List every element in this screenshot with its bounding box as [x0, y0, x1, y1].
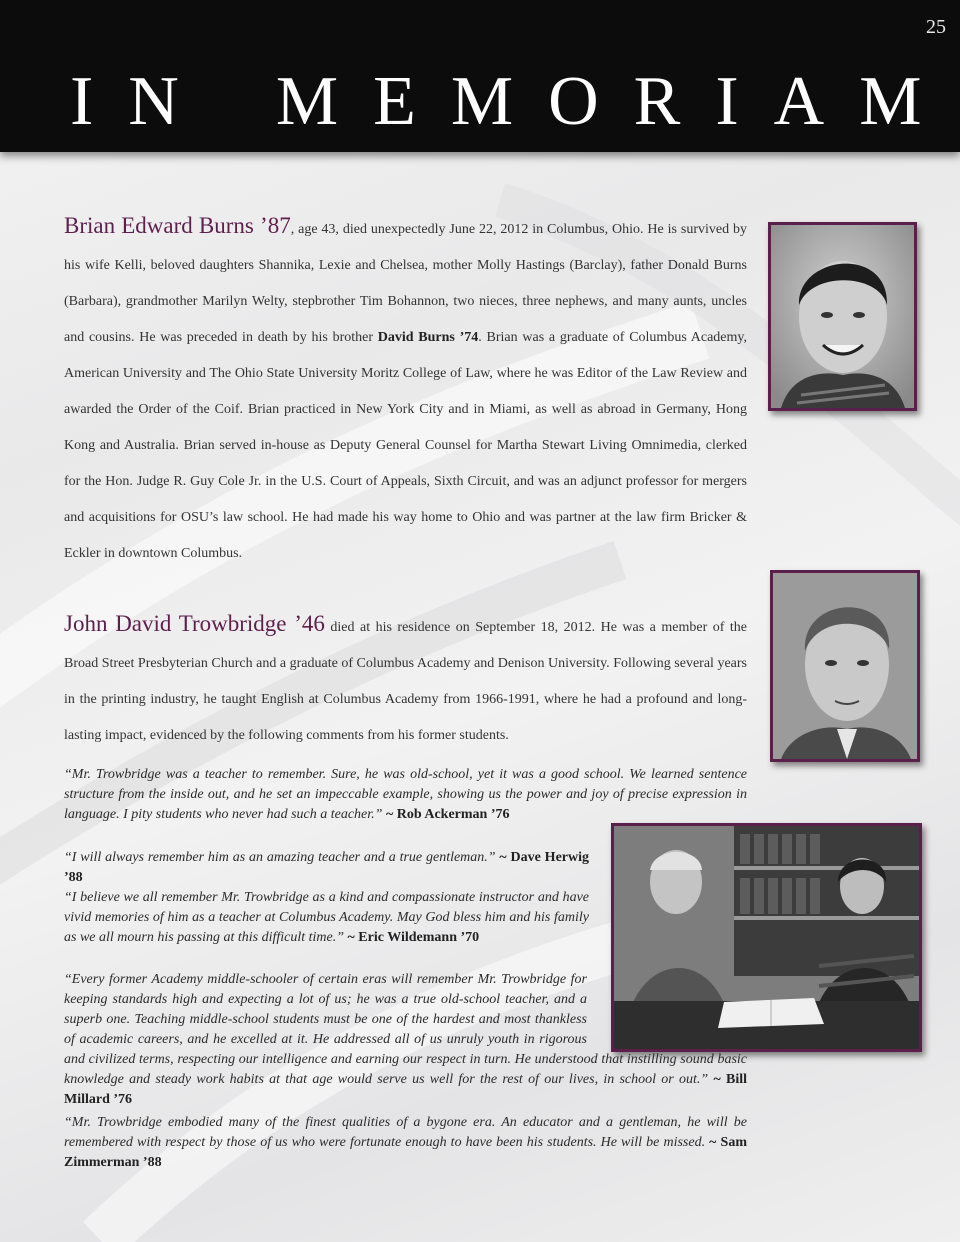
- obituary-text-burns-b: . Brian was a graduate of Columbus Academy, American University and The Ohio State University Moritz College of Law, where he was Editor of the Law Review and awarded the Order of the Coif. Brian practiced in New York City and in Miami, as well as abroad in Germany, Hong Kong and Australia. Brian served in-house as Deputy General Counsel for Martha Stewart Living Omnimedia, clerked for the Hon. Judge R. Guy Cole Jr. in the U.S. Court of Appeals, Sixth Circuit, and was an adjunct professor for mergers and acquisitions for OSU’s law school. He had made his way home to Ohio and was partner at the law firm Bricker & Eckler in downtown Columbus.: [64, 330, 747, 561]
- page-number: 25: [926, 16, 946, 38]
- quote-signature: ~ Eric Wildemann ’70: [347, 930, 480, 945]
- title-part-in: IN: [70, 63, 214, 140]
- obituary-name-burns: Brian Edward Burns ’87: [64, 213, 291, 238]
- quote-signature: ~ Dave Herwig ’88: [64, 850, 590, 885]
- quote-signature: ~ Sam Zimmerman ’88: [64, 1135, 747, 1170]
- quote-signature: ~ Rob Ackerman ’76: [385, 807, 510, 822]
- quote-text: “I believe we all remember Mr. Trowbridge as a kind and compassionate instructor and have vivid memories of him as a teacher at Columbus Academy. May God bless him and his family as we all mourn his passing at this difficult time.”: [64, 890, 589, 945]
- portrait-photo-burns: [768, 222, 917, 411]
- quote-signature: ~ Bill Millard ’76: [64, 1072, 747, 1107]
- portrait-photo-trowbridge: [770, 570, 920, 762]
- obituary-text-burns-a: , age 43, died unexpectedly June 22, 2012 in Columbus, Ohio. He is survived by his wife Kelli, beloved daughters Shannika, Lexie and Chelsea, mother Molly Hastings (Barclay), father Donald Burns (Barbara), grandmother Marilyn Welty, stepbrother Tim Bohannon, two nieces, three nephews, and many aunts, uncles and cousins. He was preceded in death by his brother: [64, 222, 747, 345]
- page-title: [70, 62, 957, 142]
- obituary-burns: [64, 208, 747, 572]
- quote-zimmerman: [64, 1113, 747, 1173]
- title-part-memoriam: MEMORIAM: [275, 63, 957, 140]
- portrait-image: [773, 573, 917, 759]
- portrait-image: [771, 225, 914, 408]
- obituary-name-trowbridge: John David Trowbridge ’46: [64, 611, 325, 636]
- page-header: [0, 0, 960, 152]
- quote-wildemann: [64, 888, 589, 948]
- quote-millard: [64, 970, 747, 1110]
- quote-text: “Mr. Trowbridge was a teacher to remember. Sure, he was old-school, yet it was a good school. We learned sentence structure from the inside out, and he set an impeccable example, showing us the power and joy of precise expression in language. I pity students who never had such a teacher.”: [64, 767, 747, 822]
- quote-herwig: [64, 848, 589, 888]
- quote-text: “I will always remember him as an amazing teacher and a true gentleman.”: [64, 850, 500, 865]
- brother-name: David Burns ’74: [377, 330, 479, 345]
- obituary-text-trowbridge: died at his residence on September 18, 2012. He was a member of the Broad Street Presbyterian Church and a graduate of Columbus Academy and Denison University. Following several years in the printing industry, he taught English at Columbus Academy from 1966-1991, where he had a profound and long-lasting impact, evidenced by the following comments from his former students.: [64, 620, 748, 743]
- obituary-trowbridge: [64, 606, 747, 754]
- quote-text: “Mr. Trowbridge embodied many of the finest qualities of a bygone era. An educator and a gentleman, he will be remembered with respect by those of us who were fortunate enough to have been his students. He will be missed.: [64, 1115, 747, 1150]
- quote-text: “Every former Academy middle-schooler of certain eras will remember Mr. Trowbridge for keeping standards high and expecting a lot of us; he was a true old-school teacher, and a superb one. Teaching middle-school students must be one of the hardest and most thankless of academic careers, and he excelled at it. He addressed all of us unruly youth in rigorous and civilized terms, respecting our intelligence and earning our respect in turn. He understood that instilling sound basic knowledge and steady work habits at that age would serve us well for the rest of our lives, in school or out.”: [64, 972, 747, 1087]
- quote-ackerman: [64, 765, 747, 825]
